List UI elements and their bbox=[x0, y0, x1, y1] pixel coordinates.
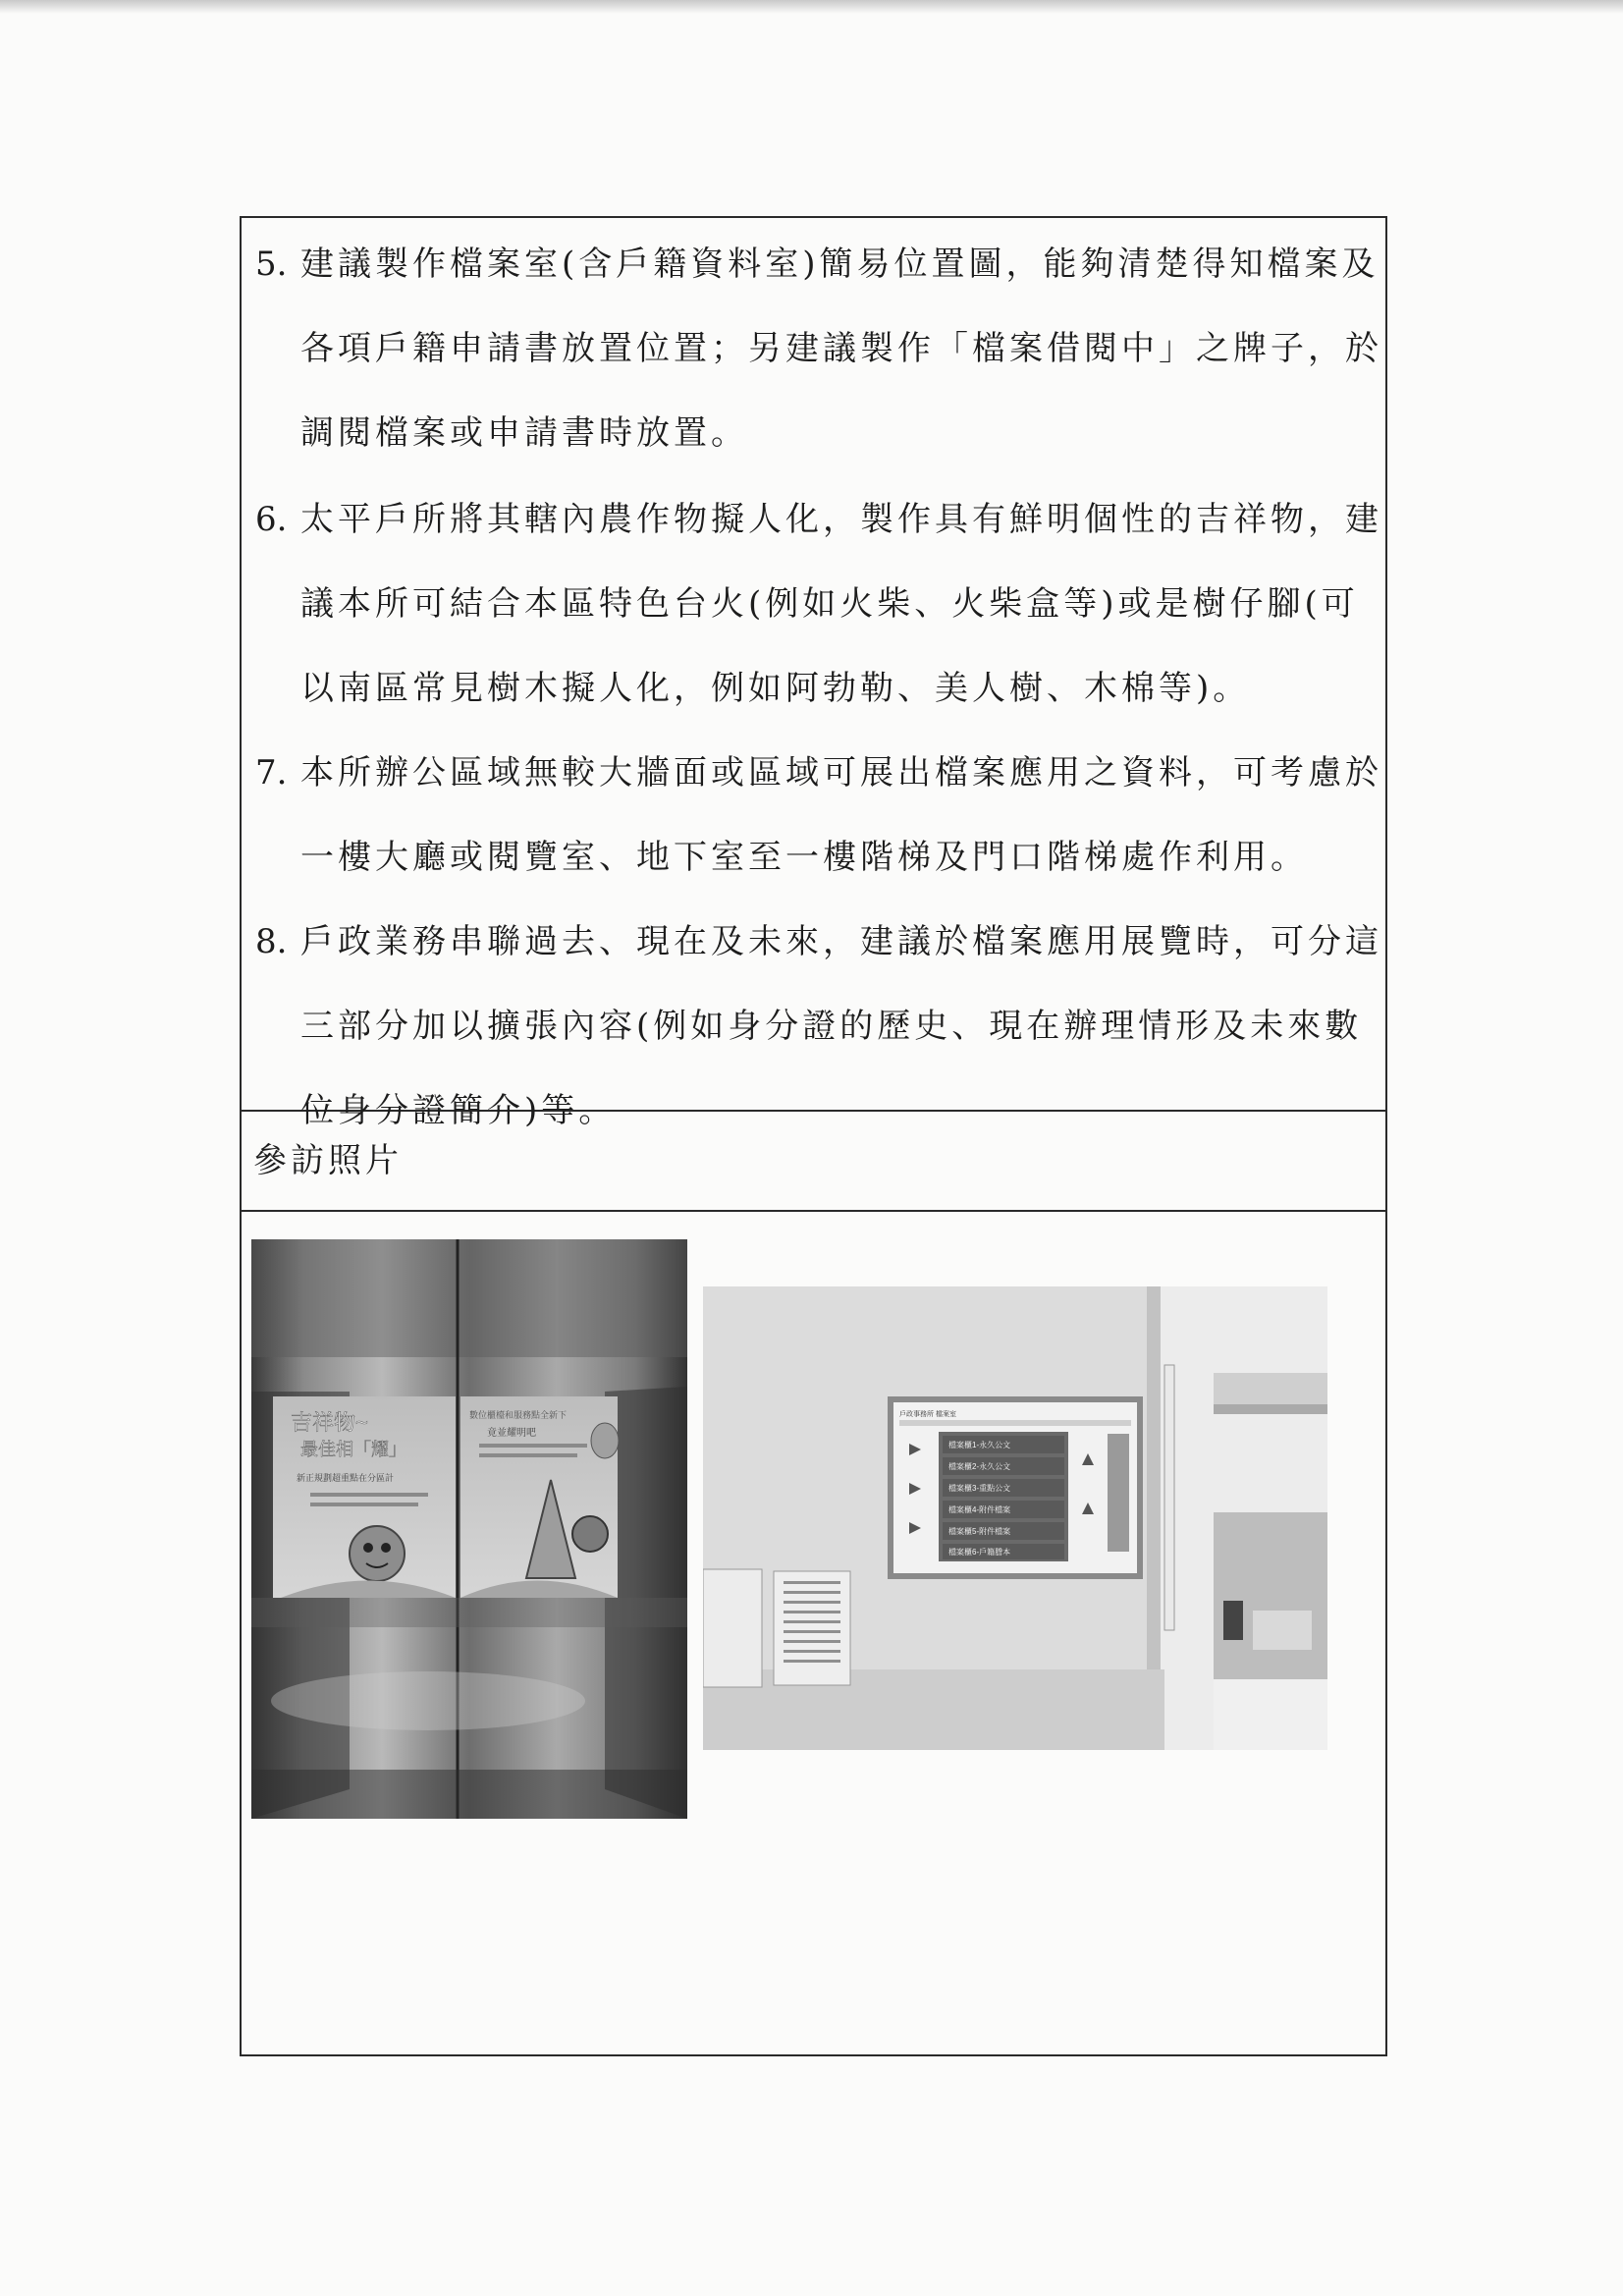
suggestion-item-6 bbox=[255, 477, 1382, 731]
item-line: 戶政業務串聯過去、現在及未來，建議於檔案應用展覽時，可分這 bbox=[300, 922, 1382, 961]
item-number: 6. bbox=[255, 500, 288, 539]
item-line: 以南區常見樹木擬人化，例如阿勃勒、美人樹、木棉等)。 bbox=[300, 669, 1251, 708]
board-row: 檔案櫃1-永久公文 bbox=[948, 1441, 1011, 1449]
photos-label: 參訪照片 bbox=[253, 1141, 403, 1180]
board-row: 檔案櫃6-戶籍謄本 bbox=[948, 1548, 1011, 1557]
item-number: 5. bbox=[255, 245, 288, 284]
board-row: 檔案櫃2-永久公文 bbox=[948, 1462, 1011, 1471]
item-line: 議本所可結合本區特色台火(例如火柴、火柴盒等)或是樹仔腳(可 bbox=[300, 584, 1359, 624]
board-row: 檔案櫃5-附件檔案 bbox=[948, 1527, 1011, 1536]
board-header: 戶政事務所 檔案室 bbox=[899, 1411, 956, 1418]
elevator-door-photo bbox=[251, 1239, 687, 1819]
poster-right-sub: 竟並耀明吧 bbox=[487, 1428, 536, 1439]
item-number: 7. bbox=[255, 753, 288, 793]
poster-headline-1: 吉祥物~ bbox=[291, 1410, 368, 1435]
photos-label-cell bbox=[242, 1112, 1385, 1212]
item-line: 各項戶籍申請書放置位置；另建議製作「檔案借閱中」之牌子，於 bbox=[300, 329, 1382, 368]
report-table bbox=[240, 216, 1387, 2056]
photos-cell bbox=[242, 1212, 1385, 2054]
suggestion-item-7 bbox=[255, 731, 1382, 900]
item-number: 8. bbox=[255, 922, 288, 961]
item-line: 調閱檔案或申請書時放置。 bbox=[300, 413, 748, 453]
suggestion-item-5 bbox=[255, 222, 1382, 475]
item-line: 建議製作檔案室(含戶籍資料室)簡易位置圖，能夠清楚得知檔案及 bbox=[300, 245, 1380, 284]
poster-panel-title: 新正規劃超重點在分區計 bbox=[297, 1473, 395, 1483]
board-row: 檔案櫃3-重點公文 bbox=[948, 1484, 1011, 1493]
suggestions-cell bbox=[242, 218, 1385, 1130]
item-line: 一樓大廳或閱覽室、地下室至一樓階梯及門口階梯處作利用。 bbox=[300, 838, 1308, 877]
poster-headline-2: 最佳相「耀」 bbox=[300, 1440, 406, 1459]
item-line: 三部分加以擴張內容(例如身分證的歷史、現在辦理情形及未來數 bbox=[300, 1007, 1363, 1046]
archive-map-photo bbox=[703, 1286, 1327, 1750]
board-row: 檔案櫃4-附件檔案 bbox=[948, 1505, 1011, 1514]
poster-right-title: 數位櫃檯和服務點全新下 bbox=[469, 1410, 568, 1420]
scan-edge bbox=[0, 0, 1623, 14]
item-line: 本所辦公區域無較大牆面或區域可展出檔案應用之資料，可考慮於 bbox=[300, 753, 1382, 793]
item-line: 太平戶所將其轄內農作物擬人化，製作具有鮮明個性的吉祥物，建 bbox=[300, 500, 1382, 539]
item-line: 位身分證簡介)等。 bbox=[300, 1091, 617, 1130]
